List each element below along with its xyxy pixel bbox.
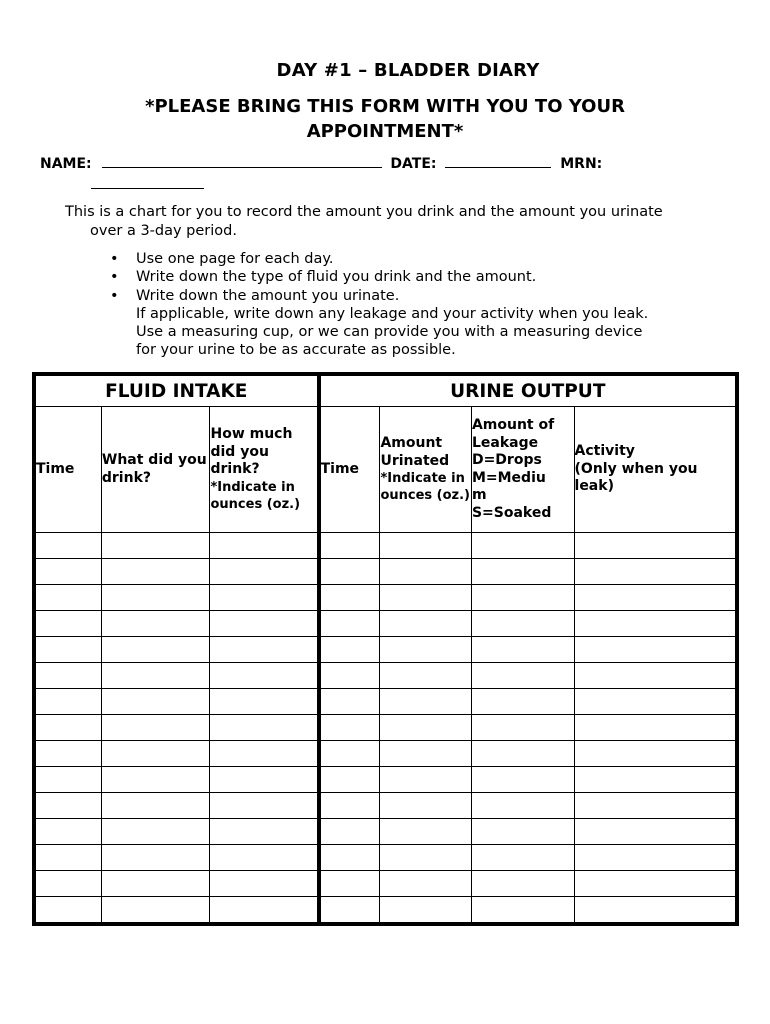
uo-activity-cell[interactable] bbox=[574, 897, 737, 925]
fi-howmuch-cell[interactable] bbox=[210, 585, 319, 611]
list-item-text: Write down the type of fluid you drink and the amount. bbox=[136, 269, 537, 286]
table-row bbox=[34, 767, 737, 793]
uo-amount-cell[interactable] bbox=[380, 637, 472, 663]
fi-howmuch-cell[interactable] bbox=[210, 819, 319, 845]
uo-activity-cell[interactable] bbox=[574, 845, 737, 871]
mrn-label: MRN: bbox=[560, 156, 603, 172]
uo-activity-cell[interactable] bbox=[574, 533, 737, 559]
uo-amount-cell[interactable] bbox=[380, 585, 472, 611]
uo-activity-cell[interactable] bbox=[574, 767, 737, 793]
fi-what-cell[interactable] bbox=[101, 767, 210, 793]
mrn-field[interactable] bbox=[91, 188, 204, 189]
fluid-intake-header: FLUID INTAKE bbox=[34, 374, 319, 407]
table-row bbox=[34, 637, 737, 663]
intro-line-2: over a 3-day period. bbox=[90, 223, 237, 239]
table-row bbox=[34, 533, 737, 559]
fi-howmuch-cell[interactable] bbox=[210, 897, 319, 925]
fi-time-cell[interactable] bbox=[34, 845, 101, 871]
uo-leakage-cell[interactable] bbox=[471, 559, 574, 585]
uo-amount-cell[interactable] bbox=[380, 871, 472, 897]
uo-leakage-cell[interactable] bbox=[471, 741, 574, 767]
fi-time-cell[interactable] bbox=[34, 793, 101, 819]
uo-leakage-medium-cont: m bbox=[471, 487, 487, 503]
fi-what-cell[interactable] bbox=[101, 559, 210, 585]
list-item bbox=[108, 250, 648, 268]
list-item bbox=[108, 268, 648, 286]
uo-activity-cell[interactable] bbox=[574, 741, 737, 767]
table-row bbox=[34, 845, 737, 871]
fi-howmuch-cell[interactable] bbox=[210, 845, 319, 871]
urine-output-header: URINE OUTPUT bbox=[319, 374, 737, 407]
list-item-text: Write down the amount you urinate. bbox=[136, 287, 400, 304]
table-row bbox=[34, 897, 737, 925]
uo-amount-cell[interactable] bbox=[380, 715, 472, 741]
list-item-text: If applicable, write down any leakage and your activity when you leak. bbox=[136, 305, 649, 322]
fi-time-header: Time bbox=[34, 407, 101, 533]
date-label: DATE: bbox=[390, 156, 437, 172]
uo-leakage-soaked: S=Soaked bbox=[471, 504, 552, 521]
fi-time-cell[interactable] bbox=[34, 559, 101, 585]
list-item bbox=[108, 323, 648, 341]
uo-amount-cell[interactable] bbox=[380, 897, 472, 925]
bullet-icon: • bbox=[110, 287, 119, 304]
uo-time-cell[interactable] bbox=[319, 897, 380, 925]
uo-amount-cell[interactable] bbox=[380, 793, 472, 819]
uo-time-cell[interactable] bbox=[319, 845, 380, 871]
uo-leakage-cell[interactable] bbox=[471, 715, 574, 741]
uo-leakage-medium: M=Mediu bbox=[471, 469, 546, 486]
fi-what-cell[interactable] bbox=[101, 637, 210, 663]
fi-what-cell[interactable] bbox=[101, 871, 210, 897]
uo-leakage-cell[interactable] bbox=[471, 637, 574, 663]
uo-leakage-cell[interactable] bbox=[471, 585, 574, 611]
fi-what-header: What did you drink? bbox=[101, 407, 210, 533]
uo-time-cell[interactable] bbox=[319, 533, 380, 559]
fi-what-cell[interactable] bbox=[101, 689, 210, 715]
uo-time-cell[interactable] bbox=[319, 741, 380, 767]
table-row bbox=[34, 793, 737, 819]
uo-activity-cell[interactable] bbox=[574, 637, 737, 663]
uo-activity-cell[interactable] bbox=[574, 689, 737, 715]
fi-what-cell[interactable] bbox=[101, 663, 210, 689]
uo-activity-cell[interactable] bbox=[574, 611, 737, 637]
fi-what-cell[interactable] bbox=[101, 819, 210, 845]
uo-leakage-drops: D=Drops bbox=[471, 452, 542, 468]
uo-amount-cell[interactable] bbox=[380, 819, 472, 845]
uo-time-cell[interactable] bbox=[319, 663, 380, 689]
fi-time-cell[interactable] bbox=[34, 611, 101, 637]
fi-howmuch-cell[interactable] bbox=[210, 871, 319, 897]
table-row bbox=[34, 715, 737, 741]
uo-activity-cell[interactable] bbox=[574, 663, 737, 689]
fi-howmuch-cell[interactable] bbox=[210, 767, 319, 793]
uo-time-cell[interactable] bbox=[319, 559, 380, 585]
table-row bbox=[34, 871, 737, 897]
fi-howmuch-cell[interactable] bbox=[210, 637, 319, 663]
uo-amount-cell[interactable] bbox=[380, 767, 472, 793]
uo-amount-cell[interactable] bbox=[380, 533, 472, 559]
uo-activity-cell[interactable] bbox=[574, 559, 737, 585]
uo-amount-note: *Indicate in ounces (oz.) bbox=[380, 471, 470, 503]
fi-howmuch-cell[interactable] bbox=[210, 741, 319, 767]
fi-howmuch-cell[interactable] bbox=[210, 559, 319, 585]
uo-time-cell[interactable] bbox=[319, 637, 380, 663]
name-label: NAME: bbox=[40, 156, 92, 172]
list-item-text: Use one page for each day. bbox=[136, 251, 334, 267]
uo-amount-cell[interactable] bbox=[380, 845, 472, 871]
fi-howmuch-label: How much did you drink? bbox=[210, 426, 293, 478]
name-field[interactable] bbox=[102, 155, 382, 168]
uo-leakage-cell[interactable] bbox=[471, 871, 574, 897]
uo-activity-header bbox=[574, 407, 737, 533]
uo-time-cell[interactable] bbox=[319, 715, 380, 741]
uo-activity-cell[interactable] bbox=[574, 715, 737, 741]
fi-howmuch-cell[interactable] bbox=[210, 715, 319, 741]
fi-what-cell[interactable] bbox=[101, 585, 210, 611]
uo-amount-cell[interactable] bbox=[380, 689, 472, 715]
fi-what-cell[interactable] bbox=[101, 741, 210, 767]
diary-rows bbox=[34, 533, 737, 925]
fi-what-cell[interactable] bbox=[101, 533, 210, 559]
fi-time-cell[interactable] bbox=[34, 663, 101, 689]
intro-text bbox=[65, 203, 725, 241]
fi-time-cell[interactable] bbox=[34, 871, 101, 897]
uo-leakage-cell[interactable] bbox=[471, 689, 574, 715]
instructions-list bbox=[108, 250, 648, 360]
uo-leakage-header bbox=[471, 407, 574, 533]
uo-time-header: Time bbox=[319, 407, 380, 533]
uo-time-cell[interactable] bbox=[319, 767, 380, 793]
uo-amount-cell[interactable] bbox=[380, 559, 472, 585]
table-row bbox=[34, 741, 737, 767]
uo-activity-cell[interactable] bbox=[574, 819, 737, 845]
uo-amount-cell[interactable] bbox=[380, 611, 472, 637]
uo-activity-label: Activity bbox=[574, 443, 635, 460]
uo-leakage-label: Amount of Leakage bbox=[471, 417, 555, 451]
uo-leakage-cell[interactable] bbox=[471, 533, 574, 559]
fi-howmuch-note: *Indicate in ounces (oz.) bbox=[210, 479, 301, 512]
fi-time-cell[interactable] bbox=[34, 585, 101, 611]
fi-howmuch-cell[interactable] bbox=[210, 689, 319, 715]
list-item bbox=[108, 287, 648, 305]
bullet-icon: • bbox=[110, 269, 119, 286]
list-item bbox=[108, 341, 648, 359]
uo-amount-cell[interactable] bbox=[380, 663, 472, 689]
table-row bbox=[34, 663, 737, 689]
table-row bbox=[34, 559, 737, 585]
table-row bbox=[34, 689, 737, 715]
fi-time-cell[interactable] bbox=[34, 741, 101, 767]
fi-howmuch-cell[interactable] bbox=[210, 533, 319, 559]
bladder-diary-table bbox=[32, 372, 739, 926]
table-row bbox=[34, 585, 737, 611]
bullet-icon: • bbox=[110, 251, 119, 267]
uo-amount-cell[interactable] bbox=[380, 741, 472, 767]
fi-howmuch-cell[interactable] bbox=[210, 793, 319, 819]
fi-time-cell[interactable] bbox=[34, 637, 101, 663]
uo-activity-note: (Only when you leak) bbox=[574, 460, 698, 495]
uo-leakage-cell[interactable] bbox=[471, 793, 574, 819]
date-field[interactable] bbox=[445, 155, 551, 168]
table-row bbox=[34, 611, 737, 637]
fi-time-cell[interactable] bbox=[34, 715, 101, 741]
fi-what-cell[interactable] bbox=[101, 715, 210, 741]
patient-fields bbox=[40, 155, 602, 172]
intro-line-1: This is a chart for you to record the amount you drink and the amount you urinate bbox=[65, 204, 663, 220]
fi-what-cell[interactable] bbox=[101, 897, 210, 925]
fi-howmuch-cell[interactable] bbox=[210, 611, 319, 637]
uo-leakage-cell[interactable] bbox=[471, 663, 574, 689]
list-item-text: Use a measuring cup, or we can provide you with a measuring device bbox=[136, 324, 643, 341]
page-title: DAY #1 – BLADDER DIARY bbox=[276, 60, 540, 81]
page-subtitle: *PLEASE BRING THIS FORM WITH YOU TO YOUR APPOINTMENT* bbox=[145, 96, 625, 142]
fi-what-cell[interactable] bbox=[101, 611, 210, 637]
fi-howmuch-cell[interactable] bbox=[210, 663, 319, 689]
uo-time-cell[interactable] bbox=[319, 871, 380, 897]
uo-leakage-cell[interactable] bbox=[471, 767, 574, 793]
uo-amount-label: Amount Urinated bbox=[380, 435, 450, 469]
table-row bbox=[34, 819, 737, 845]
uo-time-cell[interactable] bbox=[319, 611, 380, 637]
uo-time-cell[interactable] bbox=[319, 819, 380, 845]
uo-leakage-cell[interactable] bbox=[471, 897, 574, 925]
uo-activity-cell[interactable] bbox=[574, 793, 737, 819]
fi-time-cell[interactable] bbox=[34, 897, 101, 925]
list-item-text: for your urine to be as accurate as possible. bbox=[136, 342, 456, 359]
uo-leakage-cell[interactable] bbox=[471, 845, 574, 871]
uo-activity-cell[interactable] bbox=[574, 871, 737, 897]
list-item bbox=[108, 305, 648, 323]
fi-time-cell[interactable] bbox=[34, 819, 101, 845]
fi-time-cell[interactable] bbox=[34, 767, 101, 793]
uo-activity-cell[interactable] bbox=[574, 585, 737, 611]
fi-time-cell[interactable] bbox=[34, 533, 101, 559]
fi-what-cell[interactable] bbox=[101, 845, 210, 871]
uo-leakage-cell[interactable] bbox=[471, 819, 574, 845]
fi-what-cell[interactable] bbox=[101, 793, 210, 819]
uo-time-cell[interactable] bbox=[319, 585, 380, 611]
uo-time-cell[interactable] bbox=[319, 793, 380, 819]
uo-time-cell[interactable] bbox=[319, 689, 380, 715]
uo-amount-header bbox=[380, 407, 472, 533]
fi-time-cell[interactable] bbox=[34, 689, 101, 715]
fi-howmuch-header bbox=[210, 407, 319, 533]
uo-leakage-cell[interactable] bbox=[471, 611, 574, 637]
